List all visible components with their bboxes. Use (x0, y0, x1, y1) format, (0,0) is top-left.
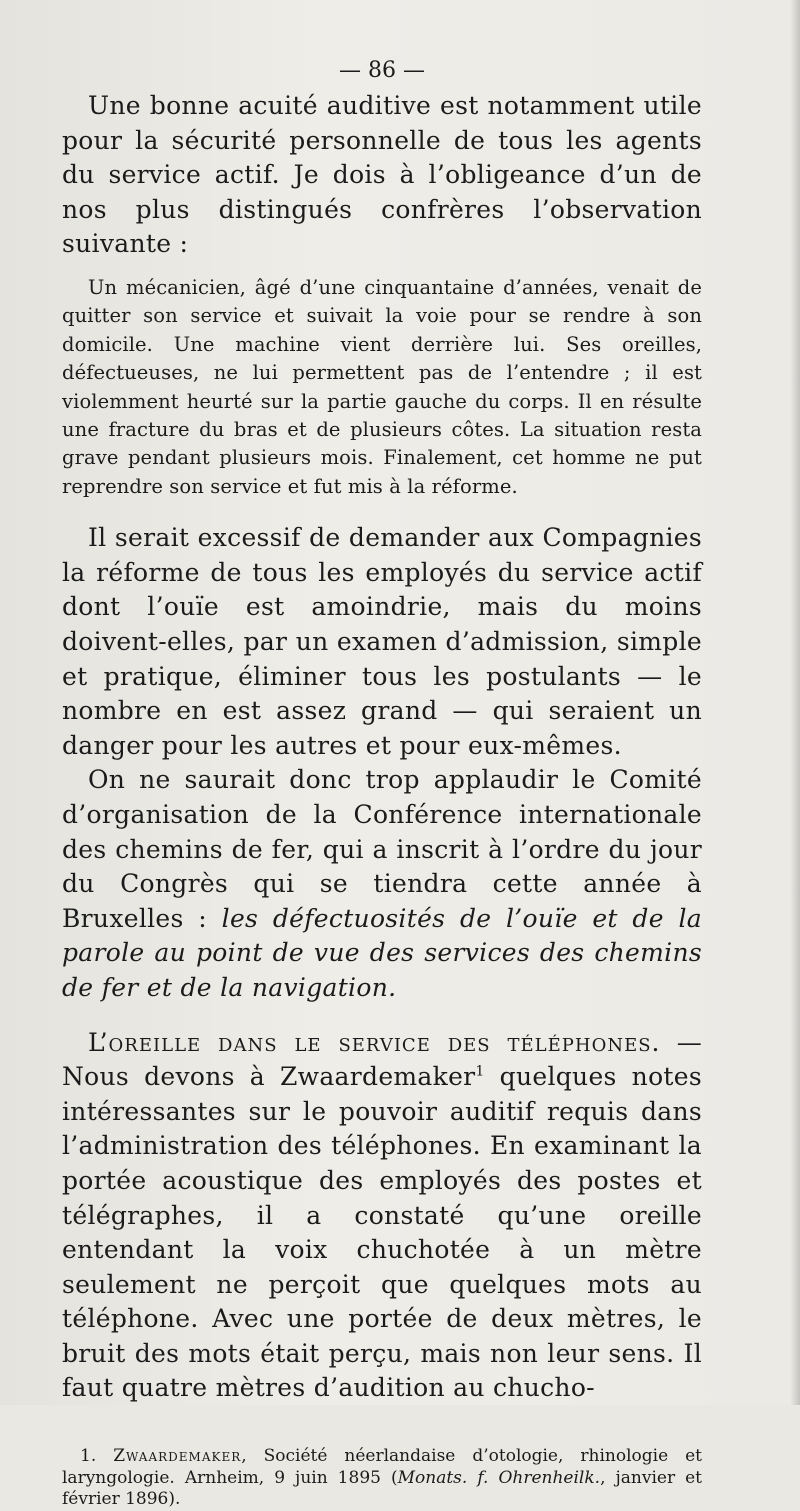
footnote-author: Zwaardemaker (113, 1446, 242, 1467)
telephones-text-start: — Nous devons à Zwaardemaker (62, 1027, 703, 1092)
section-heading: L’oreille dans le service des téléphones. (88, 1027, 661, 1057)
footnote (62, 1446, 702, 1511)
paragraph-reform: Il serait excessif de demander aux Compagnies la réforme de tous les employés du service actif dont l’ouïe est amoindrie, mais du moins doivent-elles, par un examen d’admission, simple et pratique, éliminer tous les postulants — le nombre en est assez grand — qui seraient un danger pour les autres et pour eux-mêmes. (62, 523, 702, 760)
paragraph-telephones (62, 1026, 702, 1407)
footnote-ref: 1 (475, 1063, 485, 1080)
text-column (62, 58, 702, 1511)
congress-topic: les défectuosités de l’ouïe et de la parole au point de vue des services des chemins de fer et de la navigation. (62, 903, 702, 1002)
footnote-journal: Monats. f. Ohrenheilk. (397, 1467, 601, 1488)
paragraph-intro: Une bonne acuité auditive est notamment utile pour la sécurité personnelle de tous les agents du service actif. Je dois à l’obligeance d’un de nos plus distingués confrères l’observation suivante : (62, 91, 702, 259)
case-report: Un mécanicien, âgé d’une cinquantaine d’années, venait de quitter son service et suivait la voie pour se rendre à son domicile. Une machine vient derrière lui. Ses oreilles, défectueuses, ne lui permettent pas de l’entendre ; il est violemment heurté sur la partie gauche du corps. Il en résulte une fracture du bras et de plusieurs côtes. La situation resta grave pendant plusieurs mois. Finalement, cet homme ne put reprendre son service et fut mis à la réforme. (62, 275, 702, 498)
paragraph-congress (62, 763, 702, 1005)
footnote-text-2: , janvier et février 1896). (62, 1467, 702, 1510)
footnote-number: 1. (80, 1446, 97, 1467)
page-number: — 86 — (339, 58, 425, 83)
footnote-text-1: , Société néerlandaise d’otologie, rhinologie et laryngologie. Arnheim, 9 juin 1895 ( (62, 1446, 703, 1488)
telephones-text: quelques notes intéressantes sur le pouvoir auditif requis dans l’administration des téléphones. En examinant la portée acoustique des employés des postes et télégraphes, il a constaté qu’une oreille entendant la voix chuchotée à un mètre seulement ne perçoit que quelques mots au téléphone. Avec une portée de deux mètres, le bruit des mots était perçu, mais non leur sens. Il faut quatre mètres d’audition au chucho- (62, 1062, 703, 1403)
congress-text: On ne saurait donc trop applaudir le Comité d’organisation de la Conférence internationale des chemins de fer, qui a inscrit à l’ordre du jour du Congrès qui se tiendra cette année à Bruxelles : (62, 765, 702, 933)
page-edge-shadow (790, 0, 800, 1405)
